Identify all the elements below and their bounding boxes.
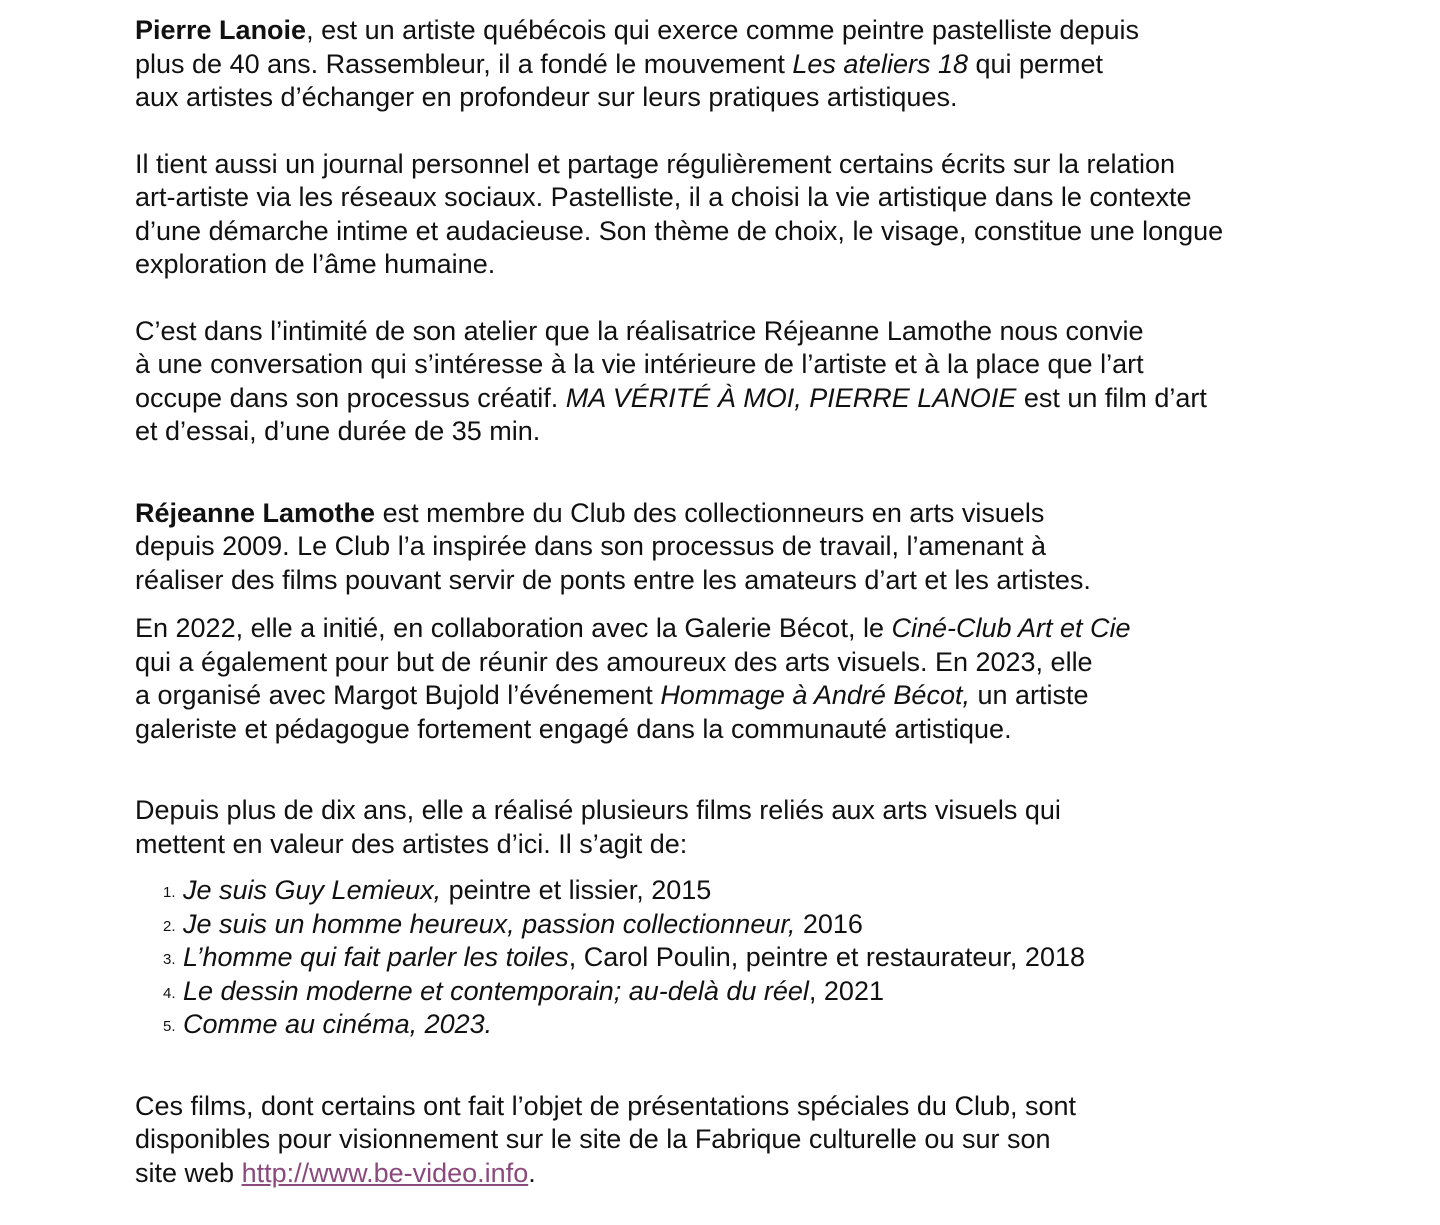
cineclub-name: Ciné-Club Art et Cie — [891, 613, 1131, 643]
text: un artiste — [969, 680, 1089, 710]
text: , 2021 — [808, 975, 884, 1006]
text: qui a également pour but de réunir des amoureux des arts visuels. En 2023, elle — [135, 646, 1093, 677]
director-name: Réjeanne Lamothe — [135, 497, 376, 528]
list-number: 1. — [163, 884, 176, 901]
text: Depuis plus de dix ans, elle a réalisé plusieurs films reliés aux arts visuels qui — [135, 795, 1061, 825]
text: site web — [135, 1157, 242, 1188]
text: d’une démarche intime et audacieuse. Son thème de choix, le visage, constitue une longue — [135, 215, 1224, 246]
text: art-artiste via les réseaux sociaux. Pastelliste, il a choisi la vie artistique dans le contexte — [135, 182, 1192, 212]
text: disponibles pour visionnement sur le site de la Fabrique culturelle ou sur son — [135, 1124, 1051, 1154]
list-item — [135, 908, 1315, 942]
text: qui permet — [967, 48, 1104, 79]
film-title: Je suis un homme heureux, passion collectionneur, — [183, 908, 796, 939]
film-title: Le dessin moderne et contemporain; au-delà du réel — [183, 975, 809, 1006]
list-item — [135, 941, 1315, 975]
text: , est un artiste québécois qui exerce comme peintre pastelliste depuis — [306, 15, 1140, 45]
text: . — [528, 1157, 536, 1188]
paragraph-films-intro — [135, 794, 1315, 861]
event-name: Hommage à André Bécot, — [660, 680, 970, 710]
text: exploration de l’âme humaine. — [135, 249, 496, 279]
text: occupe dans son processus créatif. — [135, 382, 566, 413]
paragraph-cineclub — [135, 612, 1315, 746]
films-list — [135, 874, 1315, 1042]
text: mettent en valeur des artistes d’ici. Il s’agit de: — [135, 828, 688, 859]
text: Ces films, dont certains ont fait l’objet de présentations spéciales du Club, sont — [135, 1090, 1077, 1121]
text: depuis 2009. Le Club l’a inspirée dans son processus de travail, l’amenant à — [135, 531, 1047, 561]
movement-name: Les ateliers 18 — [792, 48, 968, 79]
paragraph-lanoie-bio — [135, 14, 1315, 115]
paragraph-journal — [135, 148, 1315, 282]
film-title: Je suis Guy Lemieux, — [183, 875, 442, 905]
list-number: 5. — [163, 1018, 176, 1035]
film-title: L’homme qui fait parler les toiles — [183, 942, 569, 972]
text: est un film d’art — [1016, 382, 1207, 413]
text: est membre du Club des collectionneurs en arts visuels — [375, 497, 1045, 528]
text: 2016 — [795, 908, 863, 939]
text: et d’essai, d’une durée de 35 min. — [135, 416, 541, 446]
paragraph-closing — [135, 1090, 1315, 1191]
list-number: 2. — [163, 917, 176, 935]
text: C’est dans l’intimité de son atelier que la réalisatrice Réjeanne Lamothe nous convie — [135, 315, 1144, 346]
text: galeriste et pédagogue fortement engagé dans la communauté artistique. — [135, 713, 1012, 744]
text: aux artistes d’échanger en profondeur sur leurs pratiques artistiques. — [135, 82, 958, 112]
text: a organisé avec Margot Bujold l’événement — [135, 680, 661, 710]
list-item — [135, 874, 1315, 908]
artist-name: Pierre Lanoie — [135, 15, 307, 45]
website-link[interactable]: http://www.be-video.info — [241, 1157, 529, 1188]
list-item — [135, 1008, 1315, 1042]
list-item — [135, 975, 1315, 1009]
paragraph-atelier — [135, 315, 1315, 449]
text: , Carol Poulin, peintre et restaurateur, 2018 — [568, 942, 1085, 972]
text: plus de 40 ans. Rassembleur, il a fondé le mouvement — [135, 48, 793, 79]
text: Il tient aussi un journal personnel et partage régulièrement certains écrits sur la relation — [135, 148, 1176, 179]
text: En 2022, elle a initié, en collaboration avec la Galerie Bécot, le — [135, 613, 892, 643]
text: réaliser des films pouvant servir de ponts entre les amateurs d’art et les artistes. — [135, 564, 1091, 595]
film-title: Comme au cinéma, 2023. — [183, 1009, 493, 1039]
text: peintre et lissier, 2015 — [441, 875, 712, 905]
list-number: 3. — [163, 951, 176, 968]
paragraph-lamothe-bio — [135, 497, 1315, 598]
document-body — [135, 14, 1315, 1190]
film-title: MA VÉRITÉ À MOI, PIERRE LANOIE — [565, 382, 1017, 413]
text: à une conversation qui s’intéresse à la vie intérieure de l’artiste et à la place que l’art — [135, 349, 1144, 379]
list-number: 4. — [163, 984, 176, 1002]
